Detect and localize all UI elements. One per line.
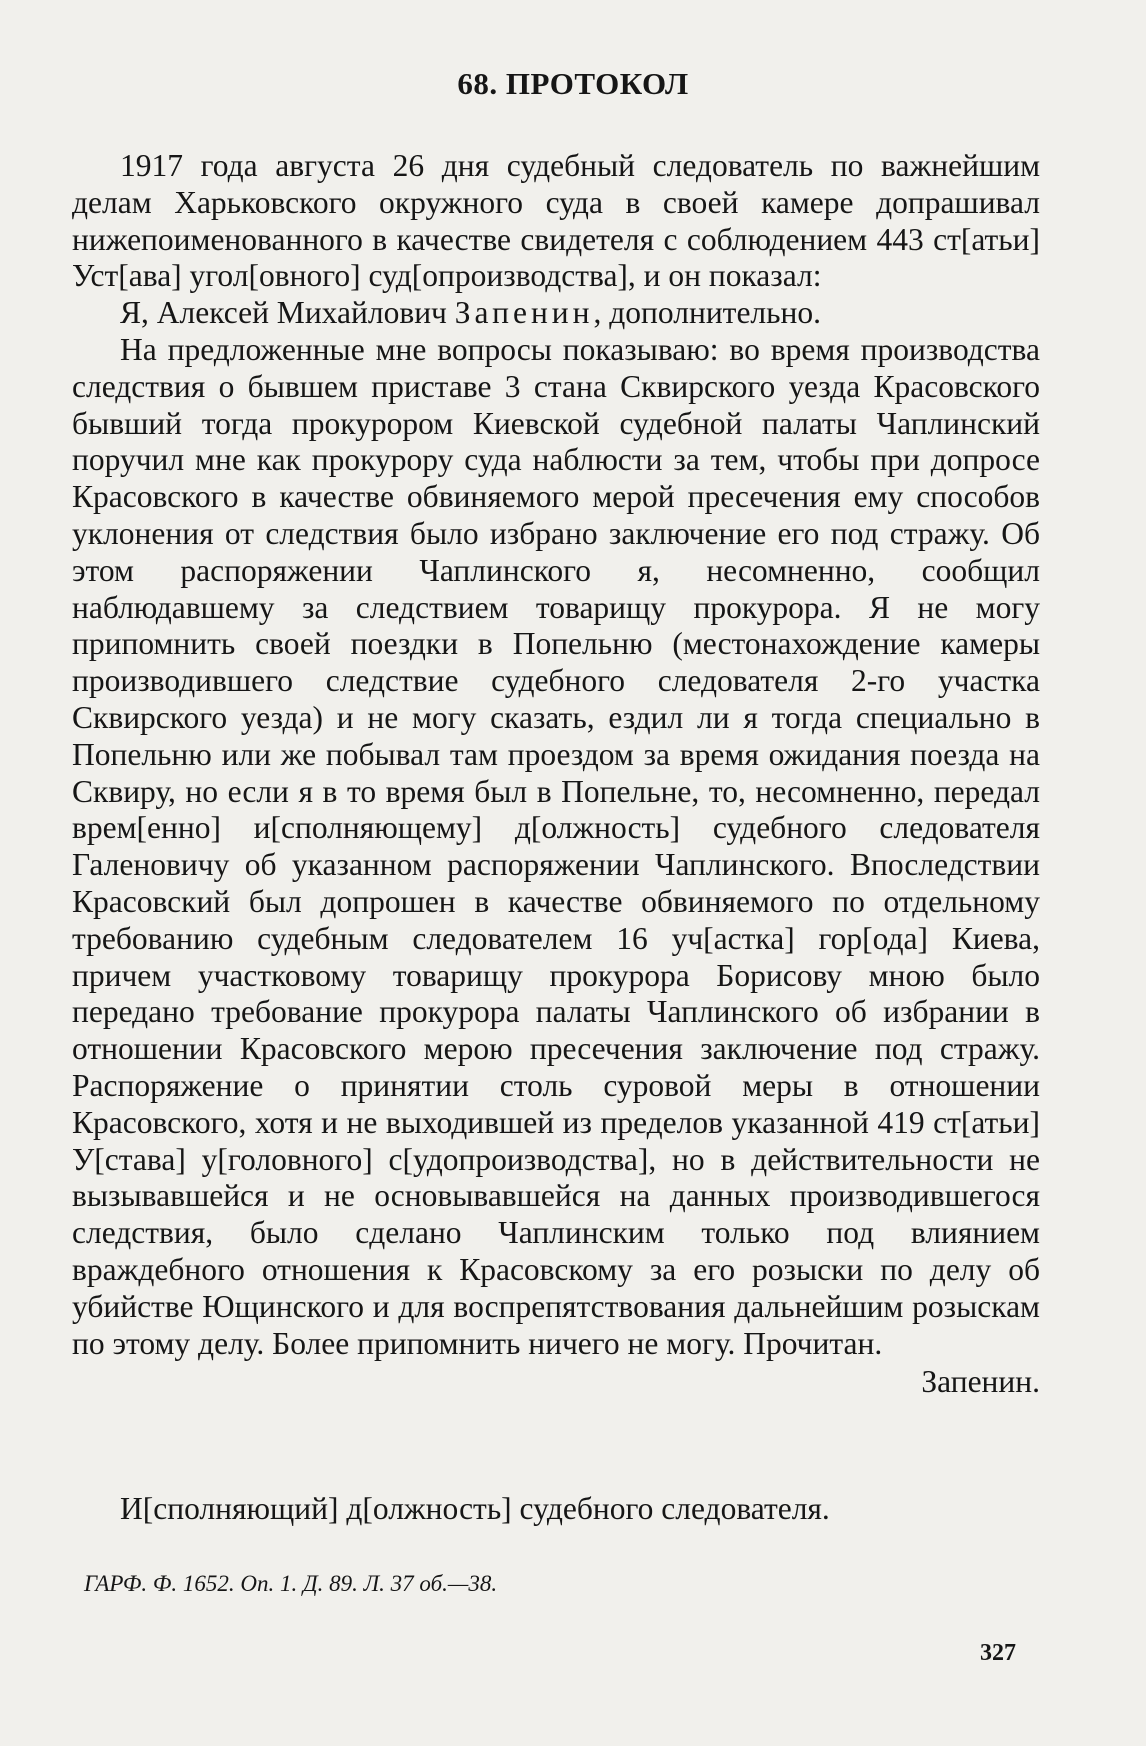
archive-source: ГАРФ. Ф. 1652. Оп. 1. Д. 89. Л. 37 об.—38. — [84, 1571, 498, 1596]
document-title: 68. ПРОТОКОЛ — [457, 66, 689, 101]
witness-surname: Запенин — [454, 295, 594, 331]
official-position: И[сполняющий] д[олжность] судебного следователя. — [120, 1491, 830, 1526]
testimony-paragraph: На предложенные мне вопросы показываю: во время производства следствия о бывшем приставе 3 стана Сквирского уезда Красовского бывший тогда прокурором Киевской судебной палаты Чаплинский поручил мне как прокурору суда наблюсти за тем, чтобы при допросе Красовского в качестве обвиняемого мерой пресечения ему способов уклонения от следствия было избрано заключение его под стражу. Об этом распоряжении Чаплинского я, несомненно, сообщил наблюдавшему за следствием товарищу прокурора. Я не могу припомнить своей поездки в Попельню (местонахождение камеры производившего следствие судебного следователя 2-го участка Сквирского уезда) и не могу сказать, ездил ли я тогда специально в Попельню или же побывал там проездом за время ожидания поезда на Сквиру, но если я в то время был в Попельне, то, несомненно, передал врем[енно] и[сполняющему] д[олжность] судебного следователя Галеновичу об указанном распоряжении Чаплинского. Впоследствии Красовский был допрошен в качестве обвиняемого по отдельному требованию судебным следователем 16 уч[астка] гор[ода] Киева, причем участковому товарищу прокурора Борисову мною было передано требование прокурора палаты Чаплинского об избрании в отношении Красовского мерою пресечения заключение под стражу. Распоряжение о принятии столь суровой меры в отношении Красовского, хотя и не выходившей из пределов указанной 419 ст[атьи] У[става] у[головного] с[удопроизводства], но в действительности не вызывавшейся и не основывавшейся на данных производившегося следствия, было сделано Чаплинским только под влиянием враждебного отношения к Красовскому за его розыски по делу об убийстве Ющинского и для воспрепятствования дальнейшим розыскам по этому делу. Более припомнить ничего не могу. Прочитан. — [72, 331, 1040, 1361]
page-number: 327 — [980, 1640, 1016, 1666]
witness-prefix: Я, Алексей Михайлович — [120, 295, 455, 331]
witness-suffix: , дополнительно. — [593, 295, 821, 331]
signature: Запенин. — [921, 1364, 1040, 1400]
witness-paragraph — [72, 295, 1040, 332]
intro-paragraph: 1917 года августа 26 дня судебный следователь по важнейшим делам Харьковского окружного суда в своей камере допрашивал нижепоименованного в качестве свидетеля с соблюдением 443 ст[атьи] Уст[ава] угол[овного] суд[опроизводства], и он показал: — [72, 148, 1040, 294]
document-body — [72, 148, 1040, 1401]
